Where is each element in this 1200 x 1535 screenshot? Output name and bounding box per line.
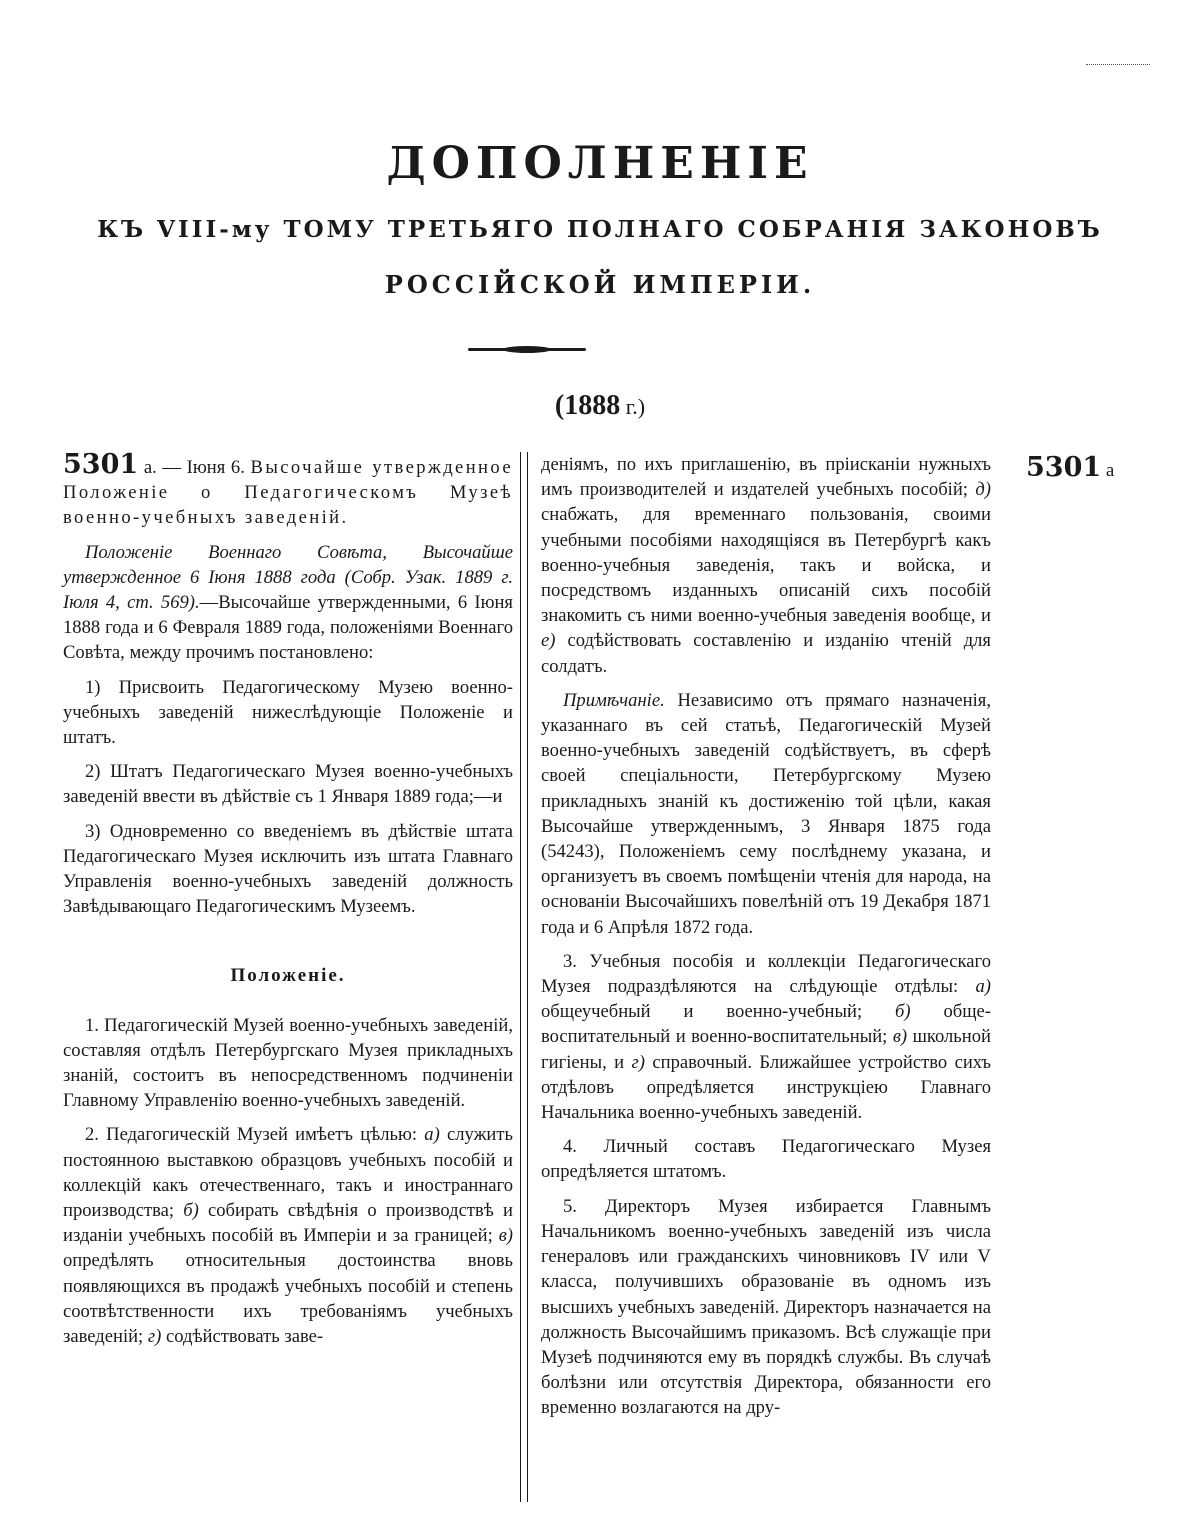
decree-point: 3) Одновременно со введеніемъ въ дѣйствіе штата Педагогическаго Музея исключить изъ штата Главнаго Управленія военно-учебныхъ заведеній должность Завѣдывающаго Педагогическимъ Музеемъ. <box>63 820 513 918</box>
right-column <box>541 452 991 1430</box>
text-run: 3. Учебныя пособія и коллекціи Педагогическаго Музея подраздѣляются на слѣдующіе отдѣлы: <box>541 950 991 998</box>
paragraph-3 <box>541 949 991 1125</box>
text-run: собирать свѣдѣнія о производствѣ и изданіи учебныхъ пособій въ Имперіи и за границей; <box>63 1200 513 1247</box>
article-heading <box>63 449 513 531</box>
text-run: содѣйствовать составленію и изданію чтеній для солдатъ. <box>541 630 991 677</box>
source-citation: Положеніе Военнаго Совѣта, Высочайше утвержденное 6 Іюня 1888 года (Собр. Узак. 1889 г. Іюля 4, ст. 569). <box>63 541 513 614</box>
margin-article-number <box>1026 452 1114 483</box>
item-letter: в) <box>498 1225 513 1247</box>
article-date: а. — Іюня 6. <box>138 457 251 478</box>
text-run: снабжать, для временнаго пользованія, своими учебными пособіями находящіяся въ Петербургѣ какъ военно-учебныя заведенія, такъ и войска, и посредствомъ изданныхъ описаній сихъ пособій знакомить съ ними военно-учебныя заведенія вообще, и <box>541 504 991 627</box>
text-run: обще-воспитательный и военно-воспитательный; <box>541 1001 991 1048</box>
item-letter: г) <box>631 1051 645 1073</box>
text-run: школьной гигіены, и <box>541 1026 991 1073</box>
paragraph-5: 5. Директоръ Музея избирается Главнымъ Начальникомъ военно-учебныхъ заведеній изъ числа генераловъ или гражданскихъ чиновниковъ IV или V класса, получившихъ образованіе въ одномъ изъ высшихъ учебныхъ заведеній. Директоръ назначается на должность Высочайшимъ приказомъ. Всѣ служащіе при Музеѣ подчиняются ему въ порядкѣ службы. Въ случаѣ болѣзни или отсутствія Директора, обязанности его временно возлагаются на дру- <box>541 1195 991 1419</box>
note-text: Независимо отъ прямаго назначенія, указаннаго въ сей статьѣ, Педагогическій Музей военно-учебныхъ заведеній содѣйствуетъ, въ сферѣ своей спеціальности, Петербургскому Музею прикладныхъ знаній къ достиженію той цѣли, какая Высочайше утвержденнымъ, 3 Января 1875 года (54243), Положеніемъ сему послѣднему указана, и организуетъ въ своемъ помѣщеніи чтенія для народа, на основаніи Высочайшихъ повелѣній отъ 19 Декабря 1871 года и 6 Апрѣля 1872 года. <box>541 689 991 938</box>
year-heading <box>0 390 1200 422</box>
year-number: 1888 <box>564 390 621 421</box>
article-number: 5301 <box>63 449 139 480</box>
decorative-rule <box>468 348 586 351</box>
margin-number: 5301 <box>1026 452 1102 483</box>
item-letter: б) <box>183 1200 199 1222</box>
column-divider <box>520 452 528 1502</box>
page-subtitle-line1: КЪ VIII-му ТОМУ ТРЕТЬЯГО ПОЛНАГО СОБРАНІЯ ЗАКОНОВЪ <box>97 216 1103 243</box>
left-column <box>63 449 513 1358</box>
note-paragraph <box>541 688 991 940</box>
text-run: содѣйствовать заве- <box>161 1326 324 1348</box>
text-run: справочный. Ближайшее устройство сихъ отдѣловъ опредѣляется инструкціею Главнаго Начальника военно-учебныхъ заведеній. <box>541 1051 991 1124</box>
text-run: служить постоянною выставкою образцовъ учебныхъ пособій и коллекцій какъ отечественнаго, такъ и иностраннаго производства; <box>63 1124 513 1222</box>
item-letter: а) <box>975 976 991 998</box>
text-run: 2. Педагогическій Музей имѣетъ цѣлью: <box>85 1124 425 1146</box>
paragraph-4: 4. Личный составъ Педагогическаго Музея опредѣляется штатомъ. <box>541 1136 991 1183</box>
margin-letter: а <box>1101 460 1115 481</box>
item-letter: в) <box>892 1026 908 1048</box>
article-source <box>63 540 513 666</box>
page-subtitle-line2: РОССІЙСКОЙ ИМПЕРІИ. <box>384 270 816 299</box>
page-title: ДОПОЛНЕНІЕ <box>386 138 814 189</box>
paragraph-2 <box>63 1122 513 1349</box>
section-heading: Положеніе. <box>230 965 346 987</box>
source-text: —Высочайше утвержденными, 6 Іюня 1888 года и 6 Февраля 1889 года, положеніями Военнаго Совѣта, между прочимъ постановлено: <box>63 592 513 664</box>
item-letter: д) <box>975 479 991 501</box>
text-run: деніямъ, по ихъ приглашенію, въ пріисканіи нужныхъ имъ производителей и издателей учебныхъ пособій; <box>541 454 991 501</box>
decree-point: 1) Присвоить Педагогическому Музею военно-учебныхъ заведеній нижеслѣдующіе Положеніе и штатъ. <box>63 676 513 749</box>
decree-point: 2) Штатъ Педагогическаго Музея военно-учебныхъ заведеній ввести въ дѣйствіе съ 1 Января 1889 года;—и <box>63 761 513 808</box>
paragraph-2-continued <box>541 452 991 679</box>
item-letter: б) <box>895 1001 911 1023</box>
text-run: опредѣлять относительныя достоинства вновь появляющихся въ продажѣ учебныхъ пособій и степень соотвѣтственности ихъ требованіямъ учебныхъ заведеній; <box>63 1250 513 1348</box>
scan-speck <box>1086 64 1150 67</box>
item-letter: а) <box>424 1124 440 1146</box>
year-open: ( <box>554 390 565 421</box>
year-suffix: г.) <box>620 394 646 419</box>
item-letter: г) <box>147 1326 162 1348</box>
item-letter: е) <box>541 630 556 652</box>
paragraph-1: 1. Педагогическій Музей военно-учебныхъ заведеній, составляя отдѣлъ Петербургскаго Музея прикладныхъ знаній, состоитъ въ непосредственномъ подчиненіи Главному Управленію военно-учебныхъ заведеній. <box>63 1014 513 1112</box>
note-label: Примѣчаніе. <box>563 689 665 711</box>
text-run: общеучебный и военно-учебный; <box>541 1001 896 1023</box>
article-title: Высочайше утвержденное Положеніе о Педагогическомъ Музеѣ военно-учебныхъ заведеній. <box>63 457 513 529</box>
